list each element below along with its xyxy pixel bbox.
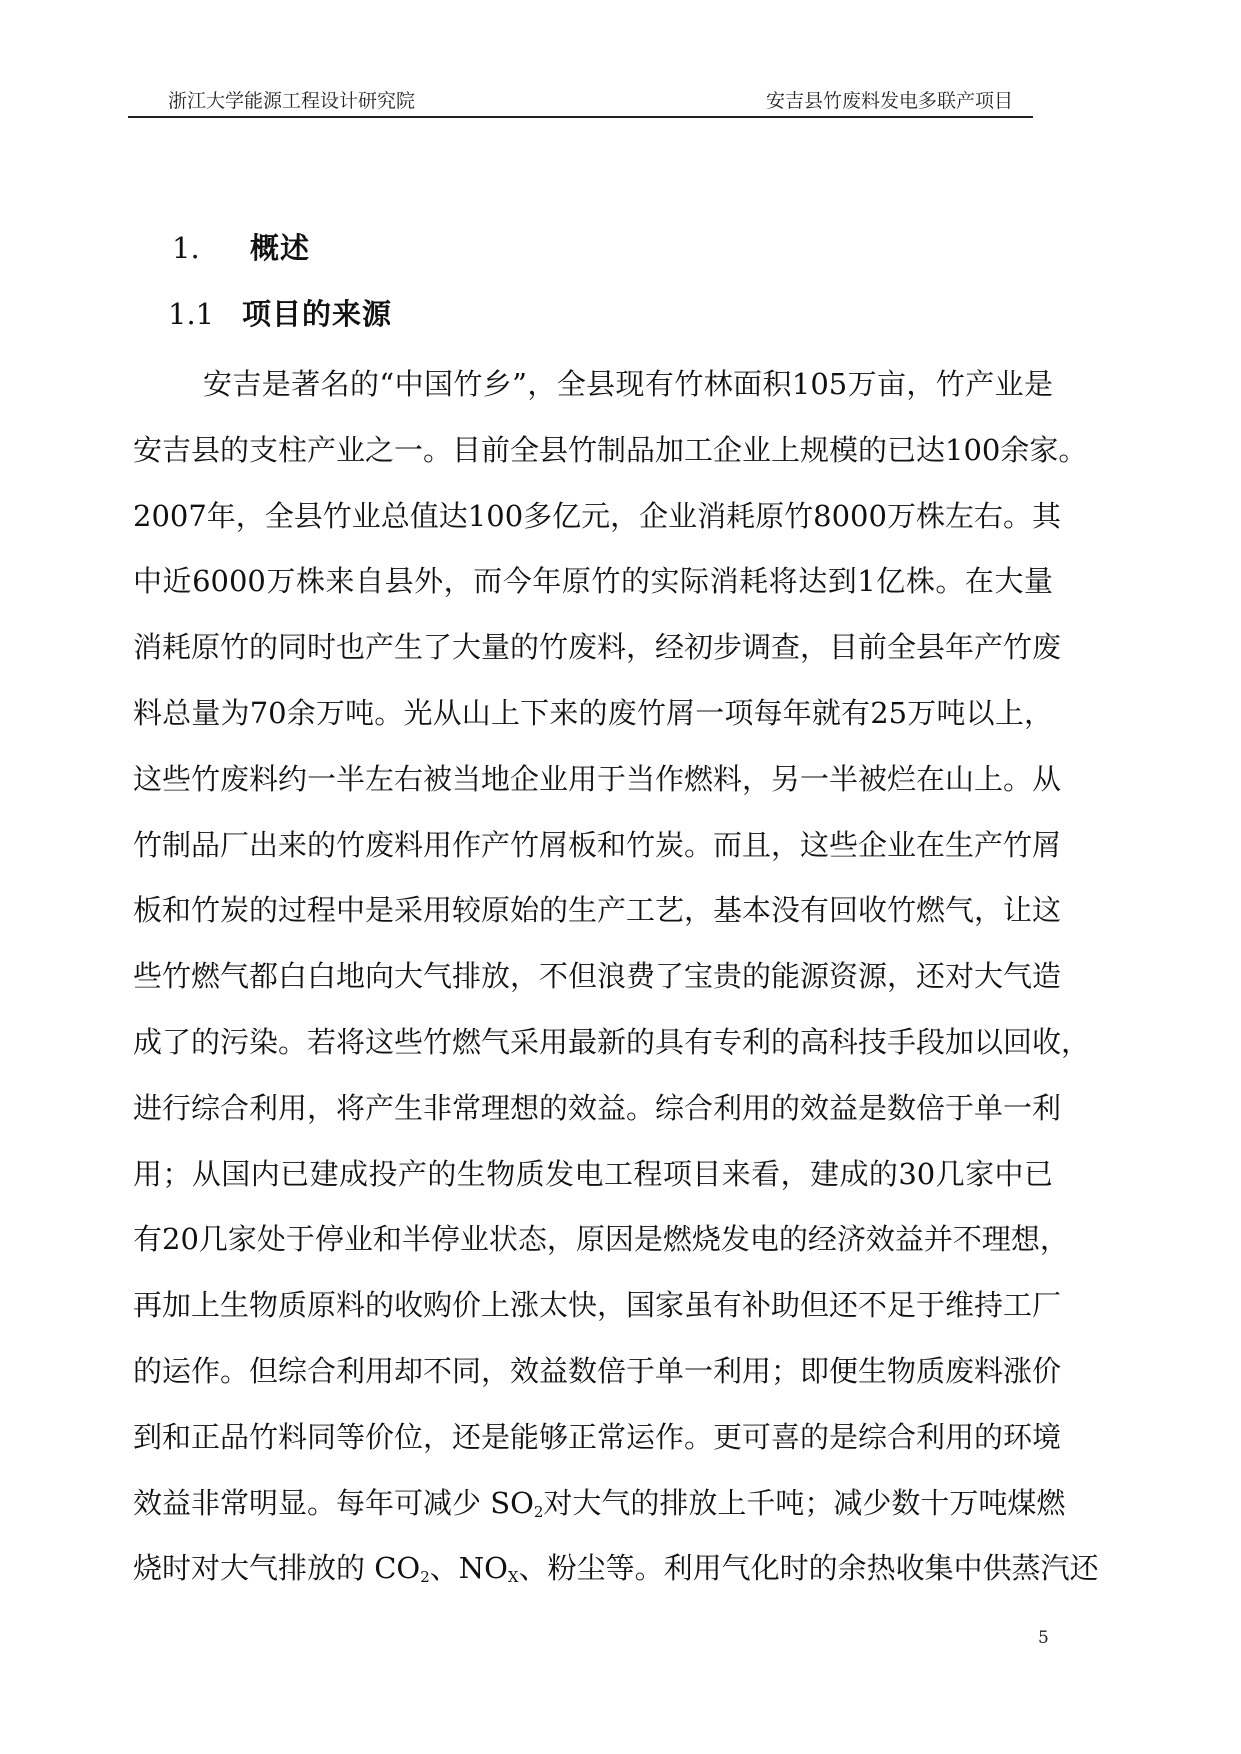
paragraph-line: 安吉是著名的“中国竹乡”，全县现有竹林面积105万亩，竹产业是 <box>203 367 1053 401</box>
line-text: 、粉尘等。利用气化时的余热收集中供蒸汽还 <box>518 1551 1099 1586</box>
paragraph-line: 料总量为70余万吨。光从山上下来的废竹屑一项每年就有25万吨以上， <box>133 695 1053 730</box>
subscript: 2 <box>420 1568 430 1587</box>
subsection-number: 1.1 <box>168 297 215 331</box>
header-institute: 浙江大学能源工程设计研究院 <box>168 90 416 112</box>
paragraph-line: 成了的污染。若将这些竹燃气采用最新的具有专利的高科技手段加以回收， <box>133 1024 1091 1059</box>
paragraph-line: 的运作。但综合利用却不同，效益数倍于单一利用；即便生物质废料涨价 <box>133 1353 1062 1388</box>
section-heading <box>172 226 310 267</box>
paragraph-line-co2-nox <box>133 1536 1099 1602</box>
paragraph-line: 竹制品厂出来的竹废料用作产竹屑板和竹炭。而且，这些企业在生产竹屑 <box>133 827 1062 862</box>
subsection-title: 项目的来源 <box>242 297 393 331</box>
line-text: 、NO <box>429 1551 508 1586</box>
subsection-heading <box>168 292 392 333</box>
page-header <box>128 84 1033 118</box>
paragraph-line: 安吉县的支柱产业之一。目前全县竹制品加工企业上规模的已达100余家。 <box>133 432 1088 467</box>
section-title: 概述 <box>250 231 311 265</box>
paragraph-line: 消耗原竹的同时也产生了大量的竹废料，经初步调查，目前全县年产竹废 <box>133 630 1062 665</box>
paragraph-line: 到和正品竹料同等价位，还是能够正常运作。更可喜的是综合利用的环境 <box>133 1419 1062 1454</box>
header-project-title: 安吉县竹废料发电多联产项目 <box>765 90 1013 112</box>
paragraph-line-so2 <box>133 1471 1066 1537</box>
body-paragraph <box>133 352 1099 1602</box>
paragraph-line: 再加上生物质原料的收购价上涨太快，国家虽有补助但还不足于维持工厂 <box>133 1288 1062 1323</box>
line-text: 对大气的排放上千吨；减少数十万吨煤燃 <box>543 1485 1066 1520</box>
paragraph-line: 些竹燃气都白白地向大气排放，不但浪费了宝贵的能源资源，还对大气造 <box>133 959 1062 994</box>
subscript: 2 <box>533 1502 544 1521</box>
paragraph-line: 用；从国内已建成投产的生物质发电工程项目来看，建成的30几家中已 <box>133 1156 1053 1191</box>
paragraph-line: 中近6000万株来自县外，而今年原竹的实际消耗将达到1亿株。在大量 <box>133 564 1053 599</box>
line-text: 效益非常明显。每年可减少 SO <box>133 1485 534 1520</box>
paragraph-line: 2007年，全县竹业总值达100多亿元，企业消耗原竹8000万株左右。其 <box>133 498 1061 533</box>
paragraph-line: 有20几家处于停业和半停业状态，原因是燃烧发电的经济效益并不理想， <box>133 1222 1069 1257</box>
paragraph-line: 板和竹炭的过程中是采用较原始的生产工艺，基本没有回收竹燃气，让这 <box>133 893 1062 928</box>
subscript: X <box>507 1568 519 1587</box>
paragraph-line: 进行综合利用，将产生非常理想的效益。综合利用的效益是数倍于单一利 <box>133 1090 1062 1125</box>
section-number: 1. <box>172 231 200 265</box>
line-text: 烧时对大气排放的 CO <box>133 1551 421 1586</box>
paragraph-line: 这些竹废料约一半左右被当地企业用于当作燃料，另一半被烂在山上。从 <box>133 761 1062 796</box>
page-number: 5 <box>1038 1628 1049 1648</box>
